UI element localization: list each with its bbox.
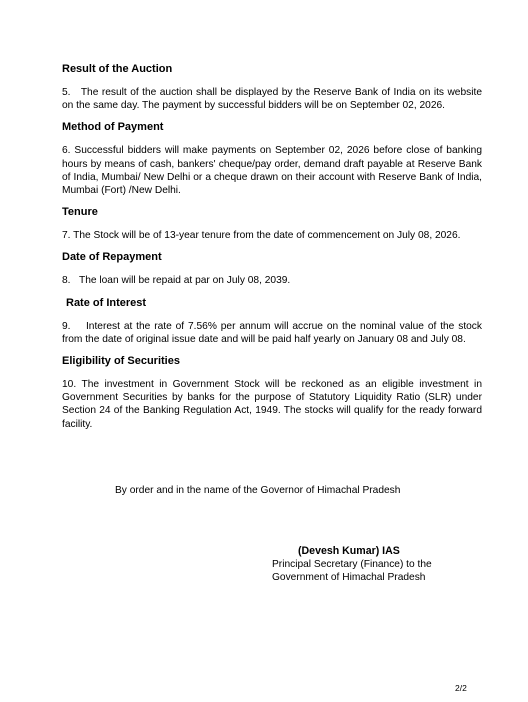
section-paragraph: 8. The loan will be repaid at par on July 08, 2039.	[62, 275, 291, 287]
document-body	[62, 62, 482, 431]
section-heading: Eligibility of Securities	[62, 355, 180, 368]
signatory-name: (Devesh Kumar) IAS	[298, 545, 400, 557]
section-paragraph: 6. Successful bidders will make payments on September 02, 2026 before close of banking hours by means of cash, bankers' cheque/pay order, demand draft payable at Reserve Bank of India, Mumbai/ New Delhi or a cheque drawn on their account with Reserve Bank of India, Mumbai (Fort) /New Delhi.	[62, 145, 482, 197]
section-eligibility-of-securities	[62, 354, 482, 431]
section-heading: Result of the Auction	[62, 63, 173, 75]
page-number: 2/2	[455, 683, 467, 693]
section-method-of-payment	[62, 120, 482, 197]
closing-statement: By order and in the name of the Governor of Himachal Pradesh	[115, 485, 401, 496]
section-paragraph: 9. Interest at the rate of 7.56% per annum will accrue on the nominal value of the stock from the date of original issue date and will be paid half yearly on January 08 and July 08.	[62, 320, 482, 345]
section-result-of-auction	[62, 62, 482, 112]
section-heading: Date of Repayment	[62, 251, 162, 264]
section-heading: Method of Payment	[62, 121, 164, 134]
section-heading: Tenure	[62, 206, 98, 219]
section-paragraph: 7. The Stock will be of 13-year tenure from the date of commencement on July 08, 2026.	[62, 230, 461, 242]
section-tenure	[62, 205, 482, 242]
section-rate-of-interest	[62, 296, 482, 346]
signatory-office: Government of Himachal Pradesh	[272, 572, 426, 583]
signature-block	[272, 545, 492, 584]
section-paragraph: 10. The investment in Government Stock will be reckoned as an eligible investment in Government Securities by banks for the purpose of Statutory Liquidity Ratio (SLR) under Section 24 of the Banking Regulation Act, 1949. The stocks will qualify for the ready forward facility.	[62, 379, 482, 430]
signatory-designation: Principal Secretary (Finance) to the	[272, 559, 432, 570]
section-paragraph: 5. The result of the auction shall be displayed by the Reserve Bank of India on its website on the same day. The payment by successful bidders will be on September 02, 2026.	[62, 87, 482, 112]
section-date-of-repayment	[62, 250, 482, 287]
section-heading: Rate of Interest	[66, 296, 147, 309]
